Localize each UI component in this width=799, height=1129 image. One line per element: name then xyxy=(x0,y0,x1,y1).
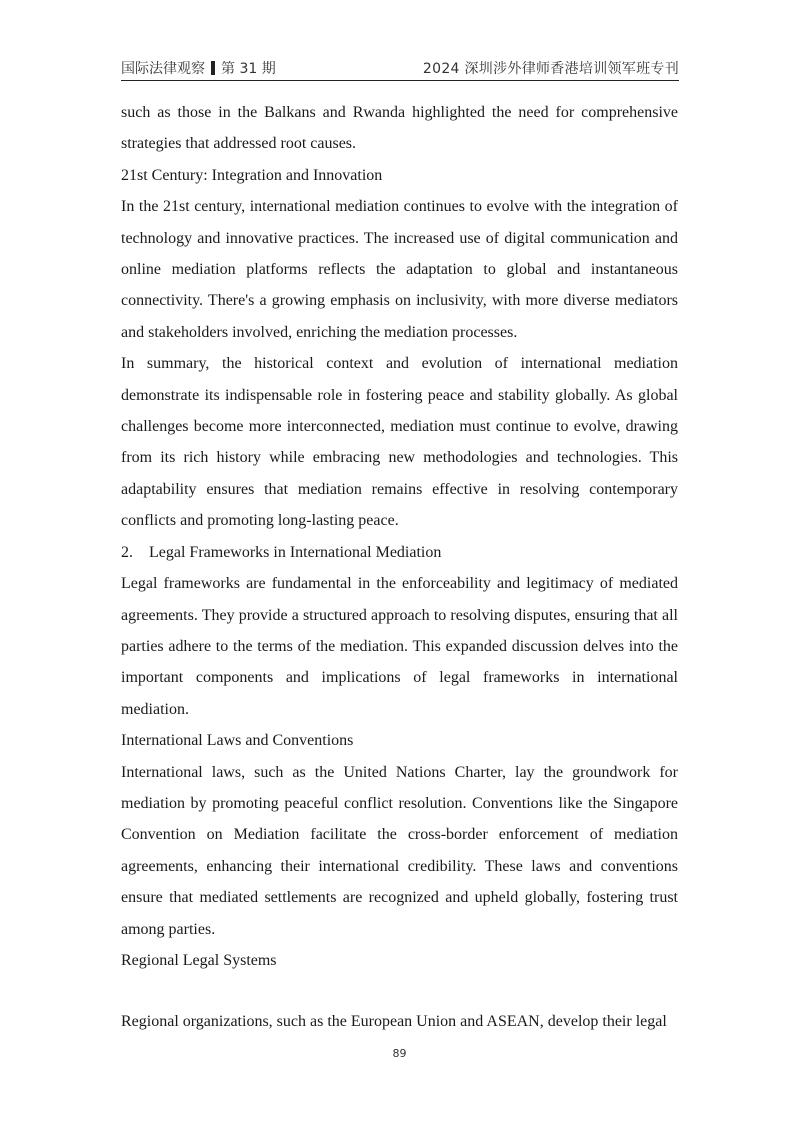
numbered-section-heading xyxy=(121,537,678,568)
running-header xyxy=(121,56,679,81)
section-heading: International Laws and Conventions xyxy=(121,732,354,750)
body-paragraph: Legal frameworks are fundamental in the enforceability and legitimacy of mediated agreements. They provide a structured approach to resolving disputes, ensuring that all parties adhere to the terms of the mediation. This expanded discussion delves into the important components and implications of legal frameworks in international mediation. xyxy=(121,575,678,718)
special-issue-title: 2024 深圳涉外律师香港培训领军班专刊 xyxy=(422,61,679,77)
blank-line xyxy=(121,976,678,1006)
page-body xyxy=(121,97,678,1038)
section-heading: Regional Legal Systems xyxy=(121,951,277,969)
issue-number: 第 31 期 xyxy=(221,61,276,77)
separator-bar xyxy=(211,61,215,75)
body-paragraph: Regional organizations, such as the European Union and ASEAN, develop their legal xyxy=(121,1013,667,1031)
journal-name: 国际法律观察 xyxy=(121,61,205,77)
section-heading-text: Legal Frameworks in International Mediation xyxy=(149,543,442,561)
page-number: 89 xyxy=(392,1047,407,1060)
journal-title xyxy=(121,58,276,78)
body-paragraph: In summary, the historical context and evolution of international mediation demonstrate its indispensable role in fostering peace and stability globally. As global challenges become more interconnected, mediation must continue to evolve, drawing from its rich history while embracing new methodologies and technologies. This adaptability ensures that mediation remains effective in resolving contemporary conflicts and promoting long-lasting peace. xyxy=(121,355,678,530)
section-heading: 21st Century: Integration and Innovation xyxy=(121,166,383,184)
body-paragraph: such as those in the Balkans and Rwanda highlighted the need for comprehensive strategies that addressed root causes. xyxy=(121,104,678,153)
body-paragraph: International laws, such as the United Nations Charter, lay the groundwork for mediation by promoting peaceful conflict resolution. Conventions like the Singapore Convention on Mediation facilitate the cross-border enforcement of mediation agreements, enhancing their international credibility. These laws and conventions ensure that mediated settlements are recognized and upheld globally, fostering trust among parties. xyxy=(121,763,678,938)
body-paragraph: In the 21st century, international mediation continues to evolve with the integration of technology and innovative practices. The increased use of digital communication and online mediation platforms reflects the adaptation to global and instantaneous connectivity. There's a growing emphasis on inclusivity, with more diverse mediators and stakeholders involved, enriching the mediation processes. xyxy=(121,198,678,341)
section-number: 2. xyxy=(121,543,133,561)
